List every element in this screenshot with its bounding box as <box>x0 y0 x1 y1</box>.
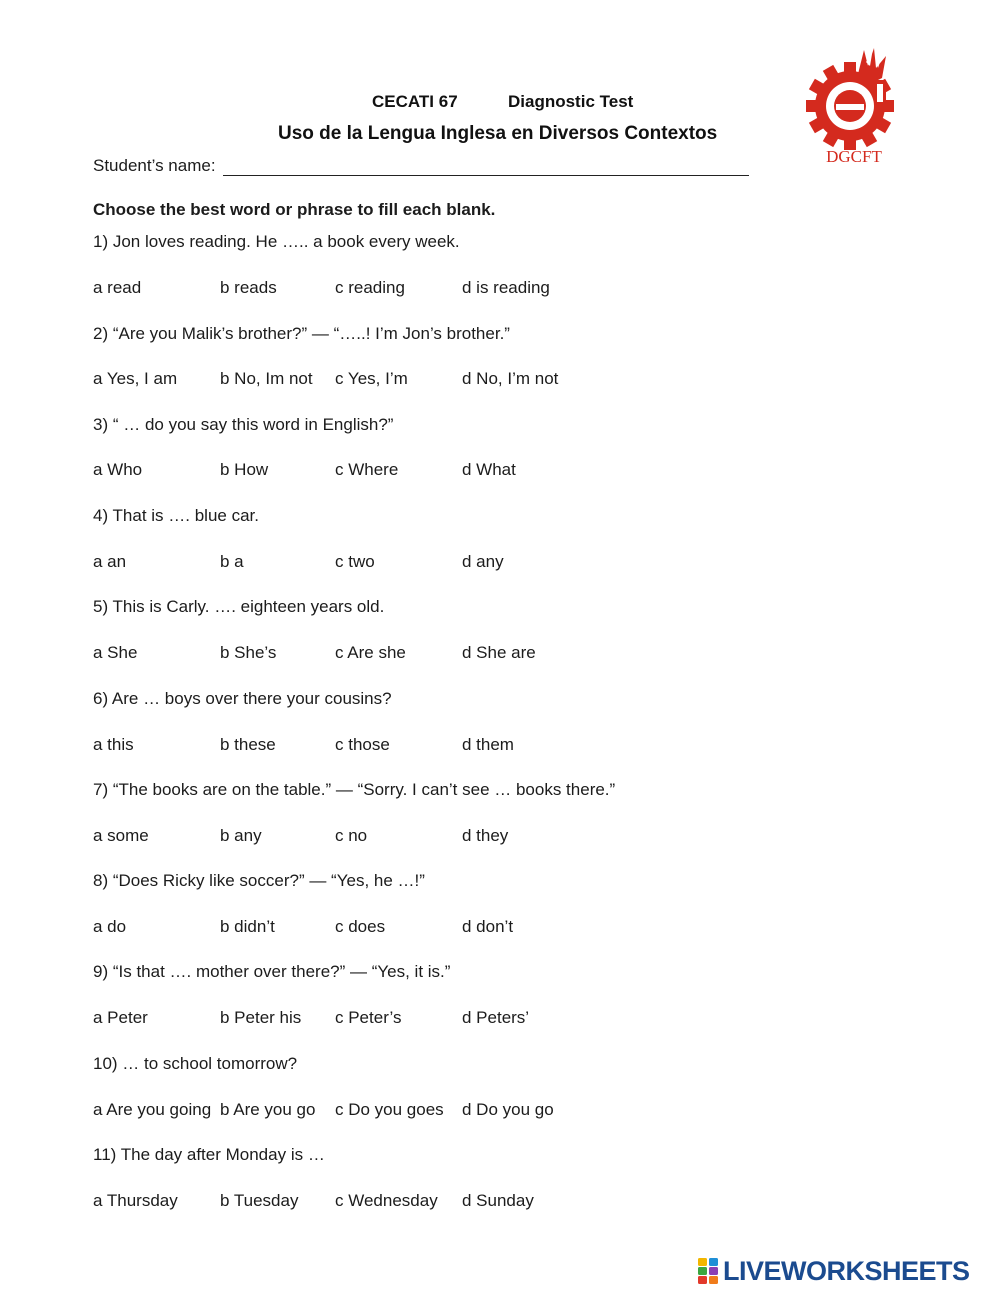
instructions: Choose the best word or phrase to fill each blank. <box>93 200 496 219</box>
option-a[interactable]: a read <box>93 278 142 297</box>
option-b[interactable]: b No, Im not <box>220 369 313 388</box>
question-prompt: 2) “Are you Malik’s brother?” — “…..! I’m Jon’s brother.” <box>93 324 510 343</box>
option-d[interactable]: d Sunday <box>462 1191 534 1210</box>
option-b[interactable]: b didn’t <box>220 917 275 936</box>
question-prompt: 3) “ … do you say this word in English?” <box>93 415 394 434</box>
option-b[interactable]: b Tuesday <box>220 1191 299 1210</box>
option-a[interactable]: a Are you going <box>93 1100 212 1119</box>
question-prompt: 6) Are … boys over there your cousins? <box>93 689 392 708</box>
option-b[interactable]: b Peter his <box>220 1008 302 1027</box>
option-d[interactable]: d No, I’m not <box>462 369 559 388</box>
question-prompt: 10) … to school tomorrow? <box>93 1054 298 1073</box>
option-a[interactable]: a an <box>93 552 127 571</box>
option-d[interactable]: d What <box>462 460 516 479</box>
option-a[interactable]: a Peter <box>93 1008 148 1027</box>
option-d[interactable]: d is reading <box>462 278 550 297</box>
option-c[interactable]: c no <box>335 826 368 845</box>
option-b[interactable]: b She’s <box>220 643 277 662</box>
option-a[interactable]: a She <box>93 643 138 662</box>
option-d[interactable]: d Do you go <box>462 1100 554 1119</box>
option-b[interactable]: b Are you go <box>220 1100 316 1119</box>
option-d[interactable]: d them <box>462 735 514 754</box>
option-d[interactable]: d don’t <box>462 917 514 936</box>
option-b[interactable]: b any <box>220 826 262 845</box>
liveworksheets-text: LIVEWORKSHEETS <box>723 1255 970 1286</box>
option-c[interactable]: c reading <box>335 278 405 297</box>
option-a[interactable]: a do <box>93 917 127 936</box>
option-c[interactable]: c Yes, I’m <box>335 369 408 388</box>
option-c[interactable]: c those <box>335 735 390 754</box>
option-a[interactable]: a Yes, I am <box>93 369 178 388</box>
option-c[interactable]: c two <box>335 552 375 571</box>
course-title: Uso de la Lengua Inglesa en Diversos Contextos <box>278 123 718 144</box>
option-b[interactable]: b a <box>220 552 244 571</box>
student-name-blank[interactable] <box>223 157 749 176</box>
option-c[interactable]: c does <box>335 917 386 936</box>
liveworksheets-brand[interactable] <box>697 1255 970 1287</box>
option-d[interactable]: d any <box>462 552 504 571</box>
option-c[interactable]: c Wednesday <box>335 1191 438 1210</box>
liveworksheets-logo-icon <box>697 1257 719 1285</box>
question-prompt: 1) Jon loves reading. He ….. a book every week. <box>93 232 460 251</box>
option-c[interactable]: c Peter’s <box>335 1008 402 1027</box>
option-d[interactable]: d She are <box>462 643 536 662</box>
option-d[interactable]: d they <box>462 826 509 845</box>
option-a[interactable]: a some <box>93 826 149 845</box>
question-prompt: 9) “Is that …. mother over there?” — “Yes, it is.” <box>93 962 451 981</box>
school-name: CECATI 67 <box>372 92 458 111</box>
question-prompt: 4) That is …. blue car. <box>93 506 259 525</box>
option-b[interactable]: b these <box>220 735 276 754</box>
option-b[interactable]: b How <box>220 460 269 479</box>
option-c[interactable]: c Where <box>335 460 399 479</box>
logo-text: DGCFT <box>826 147 882 166</box>
student-name-label: Student’s name: <box>93 156 216 175</box>
question-prompt: 7) “The books are on the table.” — “Sorry. I can’t see … books there.” <box>93 780 616 799</box>
option-c[interactable]: c Do you goes <box>335 1100 444 1119</box>
question-prompt: 8) “Does Ricky like soccer?” — “Yes, he …!” <box>93 871 425 890</box>
option-a[interactable]: a Who <box>93 460 143 479</box>
question-prompt: 5) This is Carly. …. eighteen years old. <box>93 597 385 616</box>
test-title: Diagnostic Test <box>508 92 634 111</box>
option-b[interactable]: b reads <box>220 278 277 297</box>
option-d[interactable]: d Peters’ <box>462 1008 530 1027</box>
dgcft-logo <box>806 44 902 168</box>
option-c[interactable]: c Are she <box>335 643 406 662</box>
student-name-row <box>93 156 749 176</box>
question-prompt: 11) The day after Monday is … <box>93 1145 325 1164</box>
option-a[interactable]: a Thursday <box>93 1191 178 1210</box>
option-a[interactable]: a this <box>93 735 134 754</box>
